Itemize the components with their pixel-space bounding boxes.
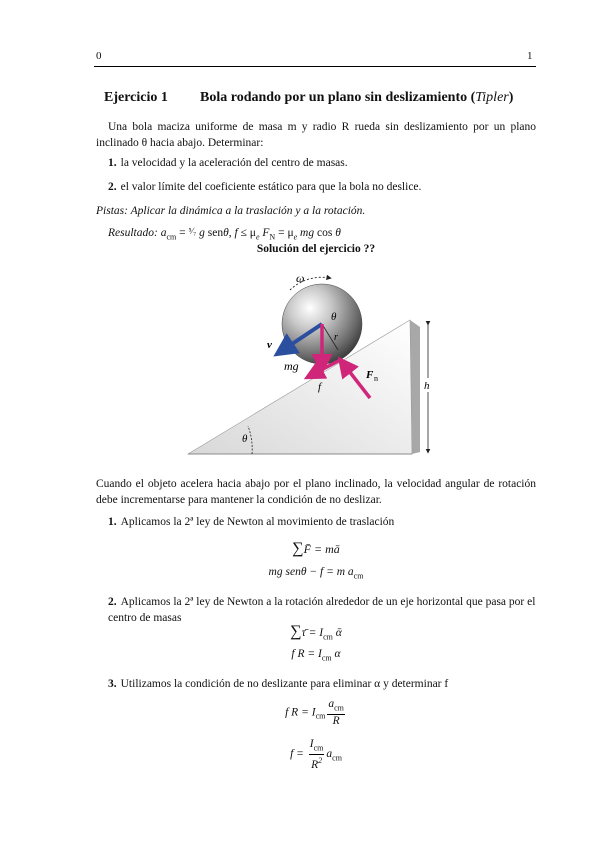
mg-label: mg [284, 359, 299, 373]
result: Resultado: $a_{cm}$ = ⁵⁄₇ g senθ, $f \le \mu_e$ $F_N = \mu_e$ mg cos θ [108, 226, 341, 242]
omega-label: ω [296, 271, 305, 285]
theta-ball-label: θ [331, 311, 337, 323]
exercise-source: Tipler [475, 90, 509, 105]
result-formula: $a_{cm}$ = ⁵⁄₇ g senθ, $f \le \mu_e$ $F_N = \mu_e$ mg cos θ [160, 226, 341, 242]
solution-step-2: 2. Aplicamos la 2ª ley de Newton a la rotación alrededor de un eje horizontal que pasa por el centro de masas [108, 596, 536, 624]
theta-base-label: θ [242, 433, 248, 445]
normal-force-label: F [366, 369, 374, 381]
svg-text:n: n [374, 374, 378, 383]
v-vector-label: v [267, 339, 272, 351]
equation-newton-translation-vector: ∑F̄ = mā [292, 540, 340, 557]
exercise-title: Ejercicio 1 Bola rodando por un plano sin deslizamiento (Tipler) [104, 90, 514, 105]
solution-step-1: 1. Aplicamos la 2ª ley de Newton al movimiento de traslación [108, 516, 395, 528]
header-rule [94, 66, 536, 67]
statement-intro: Una bola maciza uniforme de masa m y radio R rueda sin deslizamiento por un plano inclinado θ hacia abajo. Determinar: [96, 121, 536, 149]
exercise-number: Ejercicio 1 [104, 90, 168, 105]
header-page-left: 0 [96, 50, 102, 62]
equation-newton-translation: mg senθ − f = m $a_{cm}$ [268, 566, 364, 581]
statement-item-1: 1. la velocidad y la aceleración del centro de masas. [108, 157, 348, 169]
equation-friction-torque: f $R = I_{cm}$ $\frac{a_{cm}}{R}$ [285, 698, 344, 728]
solution-intro: Cuando el objeto acelera hacia abajo por el plano inclinado, la velocidad angular de rotación debe incrementarse para mantener la condición de no deslizar. [96, 478, 536, 506]
friction-label: f [318, 381, 322, 393]
equation-newton-rotation: f $R = I_{cm}$ α [291, 648, 341, 663]
exercise-title-text: Bola rodando por un plano sin deslizamiento ( [200, 90, 476, 105]
statement-item-2: 2. el valor límite del coeficiente estático para que la bola no deslice. [108, 181, 422, 193]
header-page-number: 1 [527, 50, 533, 62]
hints: Pistas: Aplicar la dinámica a la traslación y a la rotación. [96, 205, 366, 217]
inclined-plane-figure [180, 262, 440, 462]
equation-newton-rotation-vector: ∑τ̄ = $I_{cm}$ ᾱ [290, 623, 342, 642]
height-label: h [424, 380, 430, 392]
solution-heading: Solución del ejercicio ?? [256, 243, 376, 255]
r-vector-label: r [334, 332, 338, 343]
solution-step-3: 3. Utilizamos la condición de no deslizante para eliminar α y determinar f [108, 678, 449, 690]
equation-friction-force: f = $\frac{I_{cm}}{R^2}$ $a_{cm}$ [290, 738, 342, 772]
